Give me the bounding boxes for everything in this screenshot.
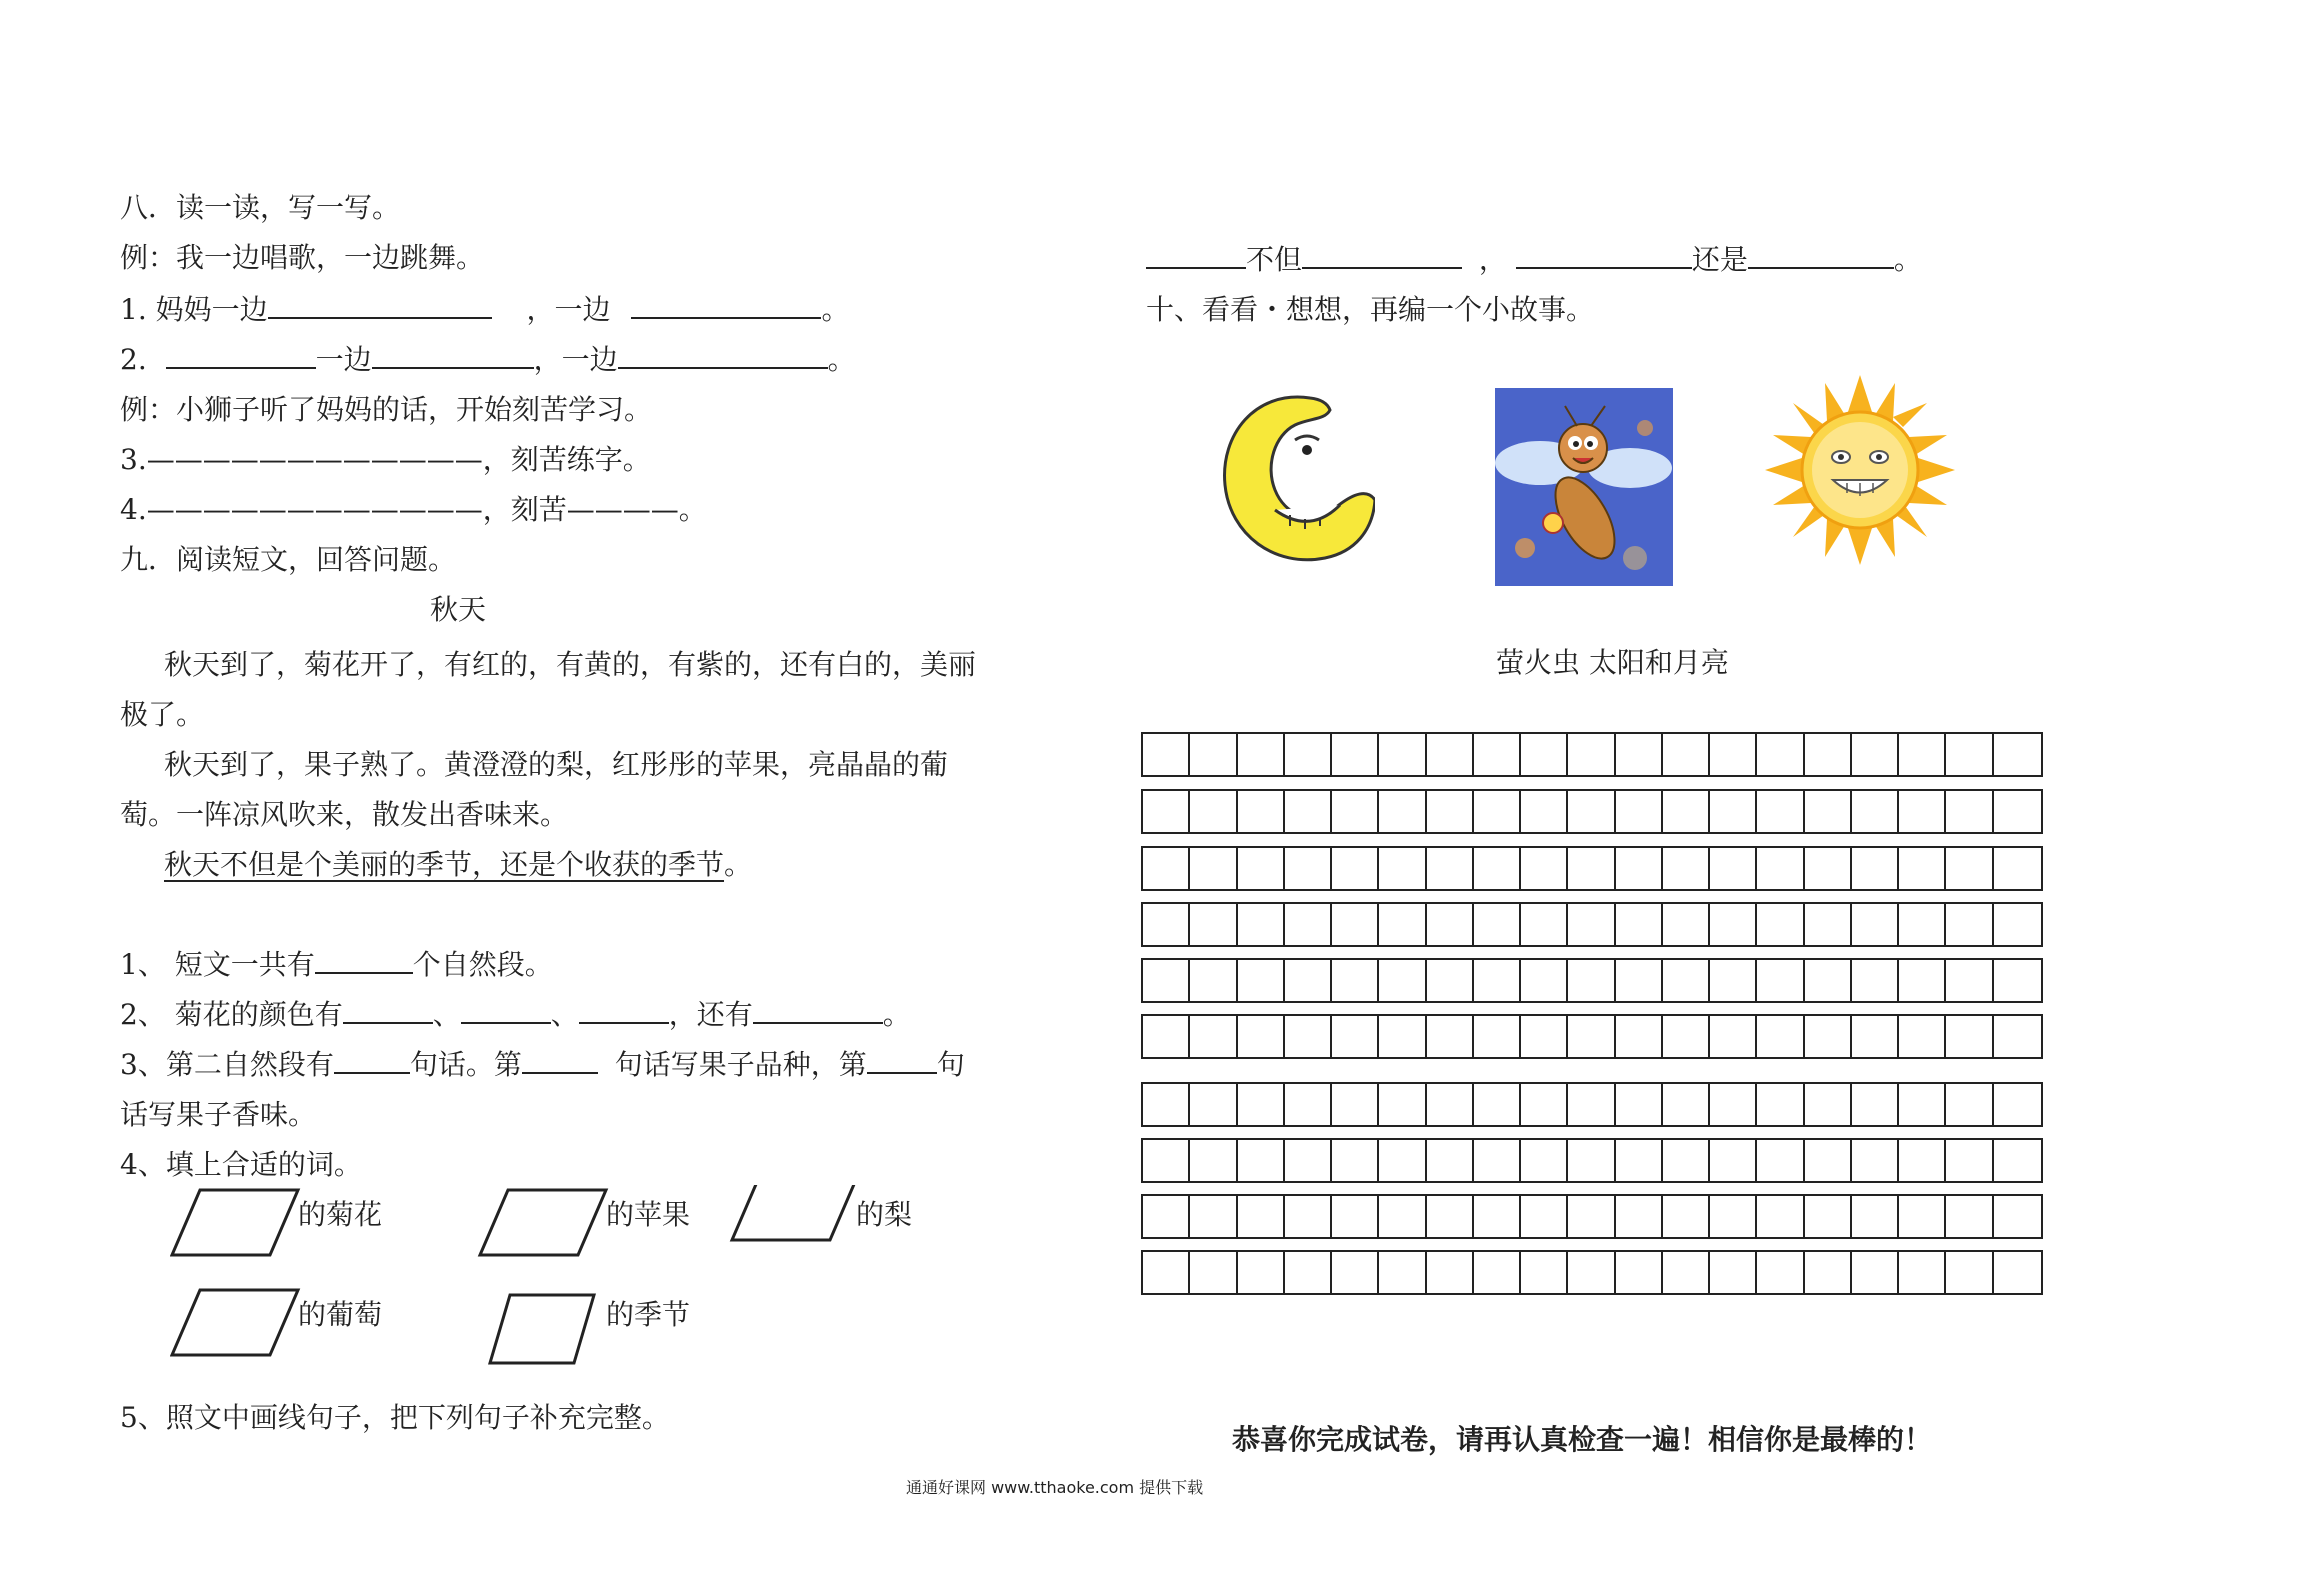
grid-cell[interactable] <box>1474 1016 1521 1057</box>
grid-cell[interactable] <box>1521 791 1568 832</box>
grid-cell[interactable] <box>1899 791 1946 832</box>
grid-cell[interactable] <box>1710 1084 1757 1125</box>
grid-cell[interactable] <box>1379 960 1426 1001</box>
grid-cell[interactable] <box>1238 791 1285 832</box>
question-5-sentence: 不但 ， 还是 。 <box>1146 240 1922 280</box>
grid-cell[interactable] <box>1143 904 1190 945</box>
grid-cell[interactable] <box>1757 1252 1804 1293</box>
grid-cell[interactable] <box>1946 1252 1993 1293</box>
grid-cell[interactable] <box>1285 1140 1332 1181</box>
grid-cell[interactable] <box>1899 1084 1946 1125</box>
grid-cell[interactable] <box>1616 904 1663 945</box>
grid-cell[interactable] <box>1190 1252 1237 1293</box>
grid-cell[interactable] <box>1616 1196 1663 1237</box>
question-1: 1. 妈妈一边 ，一边 。 <box>120 293 850 326</box>
grid-cell[interactable] <box>1757 1196 1804 1237</box>
section-9-title: 九．阅读短文，回答问题。 <box>120 543 457 576</box>
grid-cell[interactable] <box>1710 904 1757 945</box>
story-paragraph-1: 秋天到了，菊花开了，有红的，有黄的，有紫的，还有白的，美丽极了。 <box>120 648 977 731</box>
grid-cell[interactable] <box>1994 904 2041 945</box>
grid-cell[interactable] <box>1616 1140 1663 1181</box>
grid-cell[interactable] <box>1332 734 1379 775</box>
fill-box-1[interactable] <box>172 1190 298 1255</box>
story-paragraph-2: 秋天到了，果子熟了。黄澄澄的梨，红彤彤的苹果，亮晶晶的葡萄。一阵凉风吹来，散发出香味来。 <box>120 748 949 831</box>
grid-cell[interactable] <box>1805 734 1852 775</box>
grid-cell[interactable] <box>1474 848 1521 889</box>
grid-cell[interactable] <box>1143 1140 1190 1181</box>
grid-cell[interactable] <box>1946 791 1993 832</box>
grid-row <box>1141 1138 2043 1183</box>
question-4: 4.————————————，刻苦————。 <box>120 493 707 526</box>
story-paragraph-3: 秋天不但是个美丽的季节，还是个收获的季节。 <box>164 848 753 881</box>
grid-cell[interactable] <box>1285 848 1332 889</box>
grid-cell[interactable] <box>1143 734 1190 775</box>
grid-cell[interactable] <box>1238 1016 1285 1057</box>
grid-cell[interactable] <box>1568 960 1615 1001</box>
grid-cell[interactable] <box>1852 1140 1899 1181</box>
grid-cell[interactable] <box>1474 1140 1521 1181</box>
grid-cell[interactable] <box>1805 1196 1852 1237</box>
closing-message: 恭喜你完成试卷，请再认真检查一遍！相信你是最棒的！ <box>1232 1423 1933 1456</box>
grid-cell[interactable] <box>1427 960 1474 1001</box>
grid-cell[interactable] <box>1568 1084 1615 1125</box>
grid-cell[interactable] <box>1285 960 1332 1001</box>
grid-cell[interactable] <box>1238 960 1285 1001</box>
grid-cell[interactable] <box>1757 904 1804 945</box>
grid-cell[interactable] <box>1710 791 1757 832</box>
grid-cell[interactable] <box>1143 1252 1190 1293</box>
grid-cell[interactable] <box>1899 734 1946 775</box>
section-10-title: 十、看看・想想，再编一个小故事。 <box>1146 293 1595 326</box>
grid-cell[interactable] <box>1568 1196 1615 1237</box>
grid-cell[interactable] <box>1285 791 1332 832</box>
blank[interactable] <box>522 1046 598 1074</box>
grid-cell[interactable] <box>1805 904 1852 945</box>
grid-cell[interactable] <box>1663 734 1710 775</box>
moon-icon <box>1215 390 1375 570</box>
grid-row <box>1141 732 2043 777</box>
grid-cell[interactable] <box>1710 1016 1757 1057</box>
question-3: 3.————————————，刻苦练字。 <box>120 443 651 476</box>
grid-cell[interactable] <box>1899 1196 1946 1237</box>
grid-cell[interactable] <box>1946 1140 1993 1181</box>
grid-cell[interactable] <box>1568 1140 1615 1181</box>
grid-cell[interactable] <box>1710 1196 1757 1237</box>
grid-cell[interactable] <box>1616 1252 1663 1293</box>
grid-cell[interactable] <box>1521 1140 1568 1181</box>
grid-cell[interactable] <box>1190 1084 1237 1125</box>
grid-cell[interactable] <box>1805 1252 1852 1293</box>
grid-cell[interactable] <box>1143 791 1190 832</box>
blank[interactable] <box>1302 241 1462 269</box>
grid-cell[interactable] <box>1379 848 1426 889</box>
grid-cell[interactable] <box>1994 1252 2041 1293</box>
grid-cell[interactable] <box>1285 1016 1332 1057</box>
grid-cell[interactable] <box>1427 734 1474 775</box>
grid-cell[interactable] <box>1946 904 1993 945</box>
grid-cell[interactable] <box>1474 1196 1521 1237</box>
grid-cell[interactable] <box>1757 1016 1804 1057</box>
grid-cell[interactable] <box>1143 1016 1190 1057</box>
grid-cell[interactable] <box>1190 1196 1237 1237</box>
grid-cell[interactable] <box>1852 848 1899 889</box>
grid-cell[interactable] <box>1946 1016 1993 1057</box>
grid-cell[interactable] <box>1710 1252 1757 1293</box>
grid-cell[interactable] <box>1946 960 1993 1001</box>
grid-cell[interactable] <box>1663 1016 1710 1057</box>
blank[interactable] <box>867 1046 937 1074</box>
grid-row <box>1141 846 2043 891</box>
grid-cell[interactable] <box>1757 791 1804 832</box>
grid-cell[interactable] <box>1474 960 1521 1001</box>
example-2: 例：小狮子听了妈妈的话，开始刻苦学习。 <box>120 393 653 426</box>
grid-row <box>1141 1250 2043 1295</box>
grid-cell[interactable] <box>1521 1016 1568 1057</box>
grid-cell[interactable] <box>1568 1252 1615 1293</box>
grid-cell[interactable] <box>1427 904 1474 945</box>
blank[interactable] <box>579 996 669 1024</box>
grid-cell[interactable] <box>1190 1016 1237 1057</box>
blank[interactable] <box>618 341 828 369</box>
answer-3-line-2: 话写果子香味。 <box>120 1098 317 1131</box>
grid-cell[interactable] <box>1427 1140 1474 1181</box>
grid-cell[interactable] <box>1238 1196 1285 1237</box>
blank[interactable] <box>753 996 883 1024</box>
grid-cell[interactable] <box>1238 1252 1285 1293</box>
grid-row <box>1141 958 2043 1003</box>
grid-cell[interactable] <box>1332 848 1379 889</box>
blank[interactable] <box>372 341 534 369</box>
grid-cell[interactable] <box>1379 734 1426 775</box>
grid-cell[interactable] <box>1899 1140 1946 1181</box>
grid-cell[interactable] <box>1852 904 1899 945</box>
grid-cell[interactable] <box>1805 1084 1852 1125</box>
grid-cell[interactable] <box>1663 1140 1710 1181</box>
grid-cell[interactable] <box>1805 960 1852 1001</box>
grid-cell[interactable] <box>1899 1252 1946 1293</box>
grid-cell[interactable] <box>1332 960 1379 1001</box>
grid-cell[interactable] <box>1757 1084 1804 1125</box>
grid-cell[interactable] <box>1379 904 1426 945</box>
fill-label-4: 的葡萄 <box>298 1298 383 1331</box>
grid-cell[interactable] <box>1474 1084 1521 1125</box>
grid-cell[interactable] <box>1568 734 1615 775</box>
grid-cell[interactable] <box>1285 734 1332 775</box>
grid-cell[interactable] <box>1285 1252 1332 1293</box>
grid-cell[interactable] <box>1663 1252 1710 1293</box>
answer-4: 4、填上合适的词。 <box>120 1148 362 1181</box>
grid-cell[interactable] <box>1710 1140 1757 1181</box>
grid-cell[interactable] <box>1994 1196 2041 1237</box>
answer-1: 1、 短文一共有 个自然段。 <box>120 948 553 981</box>
grid-cell[interactable] <box>1568 848 1615 889</box>
grid-cell[interactable] <box>1663 1196 1710 1237</box>
grid-cell[interactable] <box>1521 734 1568 775</box>
grid-cell[interactable] <box>1285 1196 1332 1237</box>
grid-cell[interactable] <box>1190 734 1237 775</box>
grid-cell[interactable] <box>1805 1016 1852 1057</box>
grid-cell[interactable] <box>1521 1196 1568 1237</box>
fill-box-5[interactable] <box>490 1295 594 1363</box>
blank[interactable] <box>268 291 492 319</box>
fill-box-4[interactable] <box>172 1290 298 1355</box>
fill-box-3[interactable] <box>732 1185 858 1240</box>
grid-cell[interactable] <box>1285 904 1332 945</box>
grid-cell[interactable] <box>1663 791 1710 832</box>
fill-label-2: 的苹果 <box>606 1198 691 1231</box>
grid-cell[interactable] <box>1332 1196 1379 1237</box>
grid-cell[interactable] <box>1616 791 1663 832</box>
grid-cell[interactable] <box>1899 1016 1946 1057</box>
grid-cell[interactable] <box>1474 904 1521 945</box>
grid-cell[interactable] <box>1332 904 1379 945</box>
blank[interactable] <box>1146 241 1246 269</box>
grid-cell[interactable] <box>1568 791 1615 832</box>
grid-cell[interactable] <box>1852 1084 1899 1125</box>
grid-cell[interactable] <box>1946 734 1993 775</box>
grid-cell[interactable] <box>1616 734 1663 775</box>
grid-cell[interactable] <box>1757 960 1804 1001</box>
story-title: 秋天 <box>430 593 487 626</box>
grid-cell[interactable] <box>1994 1016 2041 1057</box>
grid-cell[interactable] <box>1946 848 1993 889</box>
blank[interactable] <box>461 996 551 1024</box>
fill-label-5: 的季节 <box>606 1298 691 1331</box>
grid-cell[interactable] <box>1710 848 1757 889</box>
grid-cell[interactable] <box>1663 904 1710 945</box>
grid-cell[interactable] <box>1332 791 1379 832</box>
grid-cell[interactable] <box>1332 1252 1379 1293</box>
grid-cell[interactable] <box>1379 1140 1426 1181</box>
grid-cell[interactable] <box>1946 1196 1993 1237</box>
grid-cell[interactable] <box>1143 1084 1190 1125</box>
grid-cell[interactable] <box>1143 1196 1190 1237</box>
grid-cell[interactable] <box>1899 848 1946 889</box>
blank[interactable] <box>334 1046 410 1074</box>
grid-cell[interactable] <box>1427 1196 1474 1237</box>
grid-cell[interactable] <box>1663 960 1710 1001</box>
grid-cell[interactable] <box>1994 791 2041 832</box>
grid-cell[interactable] <box>1190 960 1237 1001</box>
grid-cell[interactable] <box>1190 904 1237 945</box>
grid-cell[interactable] <box>1474 1252 1521 1293</box>
grid-cell[interactable] <box>1852 1016 1899 1057</box>
grid-cell[interactable] <box>1521 1252 1568 1293</box>
grid-cell[interactable] <box>1852 791 1899 832</box>
grid-cell[interactable] <box>1852 734 1899 775</box>
grid-cell[interactable] <box>1379 1196 1426 1237</box>
grid-cell[interactable] <box>1238 1140 1285 1181</box>
firefly-icon <box>1495 388 1673 586</box>
image-caption: 萤火虫 太阳和月亮 <box>1496 646 1729 679</box>
blank[interactable] <box>343 996 433 1024</box>
question-2: 2. 一边 ，一边 。 <box>120 343 856 376</box>
grid-cell[interactable] <box>1757 848 1804 889</box>
grid-cell[interactable] <box>1946 1084 1993 1125</box>
answer-2: 2、 菊花的颜色有 、 、 ，还有 。 <box>120 998 911 1031</box>
grid-cell[interactable] <box>1805 1140 1852 1181</box>
grid-cell[interactable] <box>1521 1084 1568 1125</box>
grid-cell[interactable] <box>1710 734 1757 775</box>
grid-cell[interactable] <box>1994 1140 2041 1181</box>
grid-cell[interactable] <box>1238 734 1285 775</box>
grid-cell[interactable] <box>1521 848 1568 889</box>
grid-cell[interactable] <box>1852 960 1899 1001</box>
grid-cell[interactable] <box>1427 1252 1474 1293</box>
grid-cell[interactable] <box>1285 1084 1332 1125</box>
grid-cell[interactable] <box>1143 960 1190 1001</box>
blank[interactable] <box>315 946 413 974</box>
grid-cell[interactable] <box>1757 1140 1804 1181</box>
grid-cell[interactable] <box>1805 848 1852 889</box>
grid-cell[interactable] <box>1143 848 1190 889</box>
grid-cell[interactable] <box>1757 734 1804 775</box>
grid-cell[interactable] <box>1663 1084 1710 1125</box>
grid-cell[interactable] <box>1332 1016 1379 1057</box>
fill-label-1: 的菊花 <box>298 1198 383 1231</box>
grid-cell[interactable] <box>1852 1196 1899 1237</box>
grid-cell[interactable] <box>1899 904 1946 945</box>
grid-row <box>1141 1014 2043 1059</box>
grid-cell[interactable] <box>1616 1084 1663 1125</box>
grid-cell[interactable] <box>1238 904 1285 945</box>
grid-cell[interactable] <box>1474 734 1521 775</box>
grid-row <box>1141 902 2043 947</box>
grid-cell[interactable] <box>1994 734 2041 775</box>
grid-cell[interactable] <box>1427 1084 1474 1125</box>
grid-cell[interactable] <box>1852 1252 1899 1293</box>
fill-label-3: 的梨 <box>856 1198 913 1231</box>
grid-cell[interactable] <box>1616 960 1663 1001</box>
grid-cell[interactable] <box>1190 848 1237 889</box>
grid-cell[interactable] <box>1521 960 1568 1001</box>
sun-icon <box>1765 375 1955 565</box>
grid-row <box>1141 789 2043 834</box>
answer-5: 5、照文中画线句子，把下列句子补充完整。 <box>120 1401 670 1434</box>
grid-cell[interactable] <box>1427 848 1474 889</box>
grid-cell[interactable] <box>1427 1016 1474 1057</box>
answer-3: 3、第二自然段有 句话。第 句话写果子品种，第 句 <box>120 1048 965 1081</box>
blank[interactable] <box>631 291 821 319</box>
grid-cell[interactable] <box>1663 848 1710 889</box>
footer-credit: 通通好课网 www.tthaoke.com 提供下载 <box>906 1478 1204 1497</box>
grid-cell[interactable] <box>1427 791 1474 832</box>
grid-cell[interactable] <box>1805 791 1852 832</box>
grid-cell[interactable] <box>1379 1252 1426 1293</box>
grid-cell[interactable] <box>1238 1084 1285 1125</box>
grid-cell[interactable] <box>1994 848 2041 889</box>
example-1: 例：我一边唱歌，一边跳舞。 <box>120 241 485 274</box>
grid-cell[interactable] <box>1568 1016 1615 1057</box>
grid-cell[interactable] <box>1994 960 2041 1001</box>
fill-box-2[interactable] <box>480 1190 606 1255</box>
grid-cell[interactable] <box>1616 848 1663 889</box>
grid-cell[interactable] <box>1379 1016 1426 1057</box>
grid-row <box>1141 1082 2043 1127</box>
blank[interactable] <box>1516 241 1692 269</box>
grid-cell[interactable] <box>1238 848 1285 889</box>
blank[interactable] <box>1748 241 1894 269</box>
grid-cell[interactable] <box>1521 904 1568 945</box>
grid-cell[interactable] <box>1332 1084 1379 1125</box>
grid-row <box>1141 1194 2043 1239</box>
grid-cell[interactable] <box>1710 960 1757 1001</box>
grid-cell[interactable] <box>1190 791 1237 832</box>
grid-cell[interactable] <box>1379 1084 1426 1125</box>
grid-cell[interactable] <box>1190 1140 1237 1181</box>
grid-cell[interactable] <box>1332 1140 1379 1181</box>
grid-cell[interactable] <box>1994 1084 2041 1125</box>
grid-cell[interactable] <box>1474 791 1521 832</box>
grid-cell[interactable] <box>1616 1016 1663 1057</box>
grid-cell[interactable] <box>1899 960 1946 1001</box>
blank[interactable] <box>166 341 316 369</box>
grid-cell[interactable] <box>1379 791 1426 832</box>
grid-cell[interactable] <box>1568 904 1615 945</box>
section-8-title: 八．读一读，写一写。 <box>120 191 401 224</box>
